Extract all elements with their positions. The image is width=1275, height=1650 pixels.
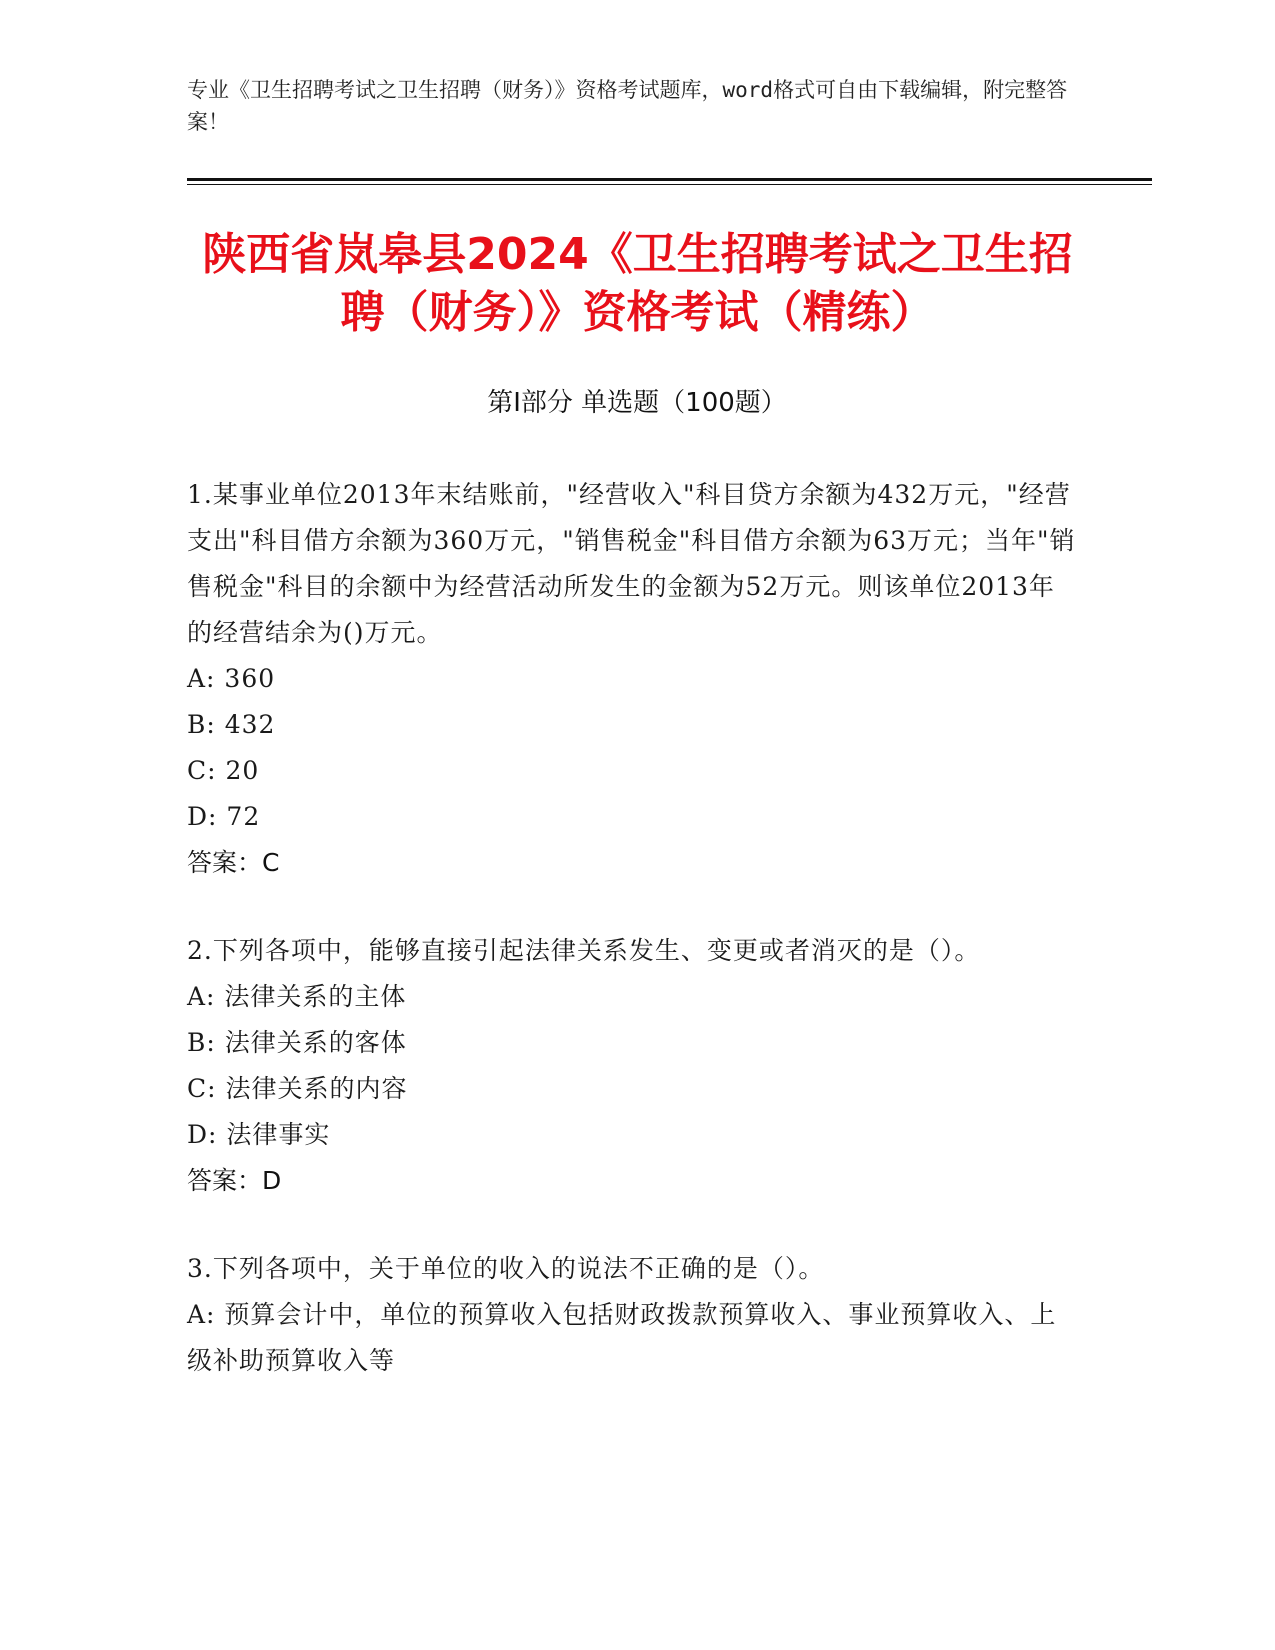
option-c: C: 20: [187, 756, 260, 785]
answer: 答案：D: [187, 1166, 282, 1195]
question-stem: 1.某事业单位2013年末结账前，"经营收入"科目贷方余额为432万元，"经营支出"科目借方余额为360万元，"销售税金"科目借方余额为63万元；当年"销售税金"科目的余额中为经营活动所发生的金额为52万元。则该单位2013年的经营结余为()万元。: [187, 480, 1076, 647]
answer: 答案：C: [187, 848, 280, 877]
header-note: 专业《卫生招聘考试之卫生招聘（财务）》资格考试题库，word格式可自由下载编辑，附完整答案！: [187, 78, 1068, 134]
section-heading: 第Ⅰ部分 单选题（100题）: [487, 388, 787, 418]
document-title: [150, 226, 1125, 342]
option-a: A: 预算会计中，单位的预算收入包括财政拨款预算收入、事业预算收入、上级补助预算收入等: [187, 1300, 1057, 1375]
option-b: B: 432: [187, 710, 276, 739]
document-title-line-2: 聘（财务）》资格考试（精练）: [340, 287, 935, 338]
question-1: [187, 472, 1077, 886]
question-3: [187, 1246, 1077, 1384]
option-b: B: 法律关系的客体: [187, 1028, 407, 1057]
question-stem: 3.下列各项中，关于单位的收入的说法不正确的是（）。: [187, 1254, 825, 1283]
question-2: [187, 928, 1077, 1204]
option-c: C: 法律关系的内容: [187, 1074, 408, 1103]
document-title-line-1: 陕西省岚皋县2024《卫生招聘考试之卫生招: [202, 229, 1073, 280]
option-a: A: 法律关系的主体: [187, 982, 407, 1011]
option-d: D: 法律事实: [187, 1120, 331, 1149]
option-a: A: 360: [187, 664, 276, 693]
question-stem: 2.下列各项中，能够直接引起法律关系发生、变更或者消灭的是（）。: [187, 936, 981, 965]
question-list: [187, 472, 1077, 1426]
option-d: D: 72: [187, 802, 261, 831]
header-divider-thin: [187, 184, 1152, 185]
header-divider-thick: [187, 178, 1152, 181]
